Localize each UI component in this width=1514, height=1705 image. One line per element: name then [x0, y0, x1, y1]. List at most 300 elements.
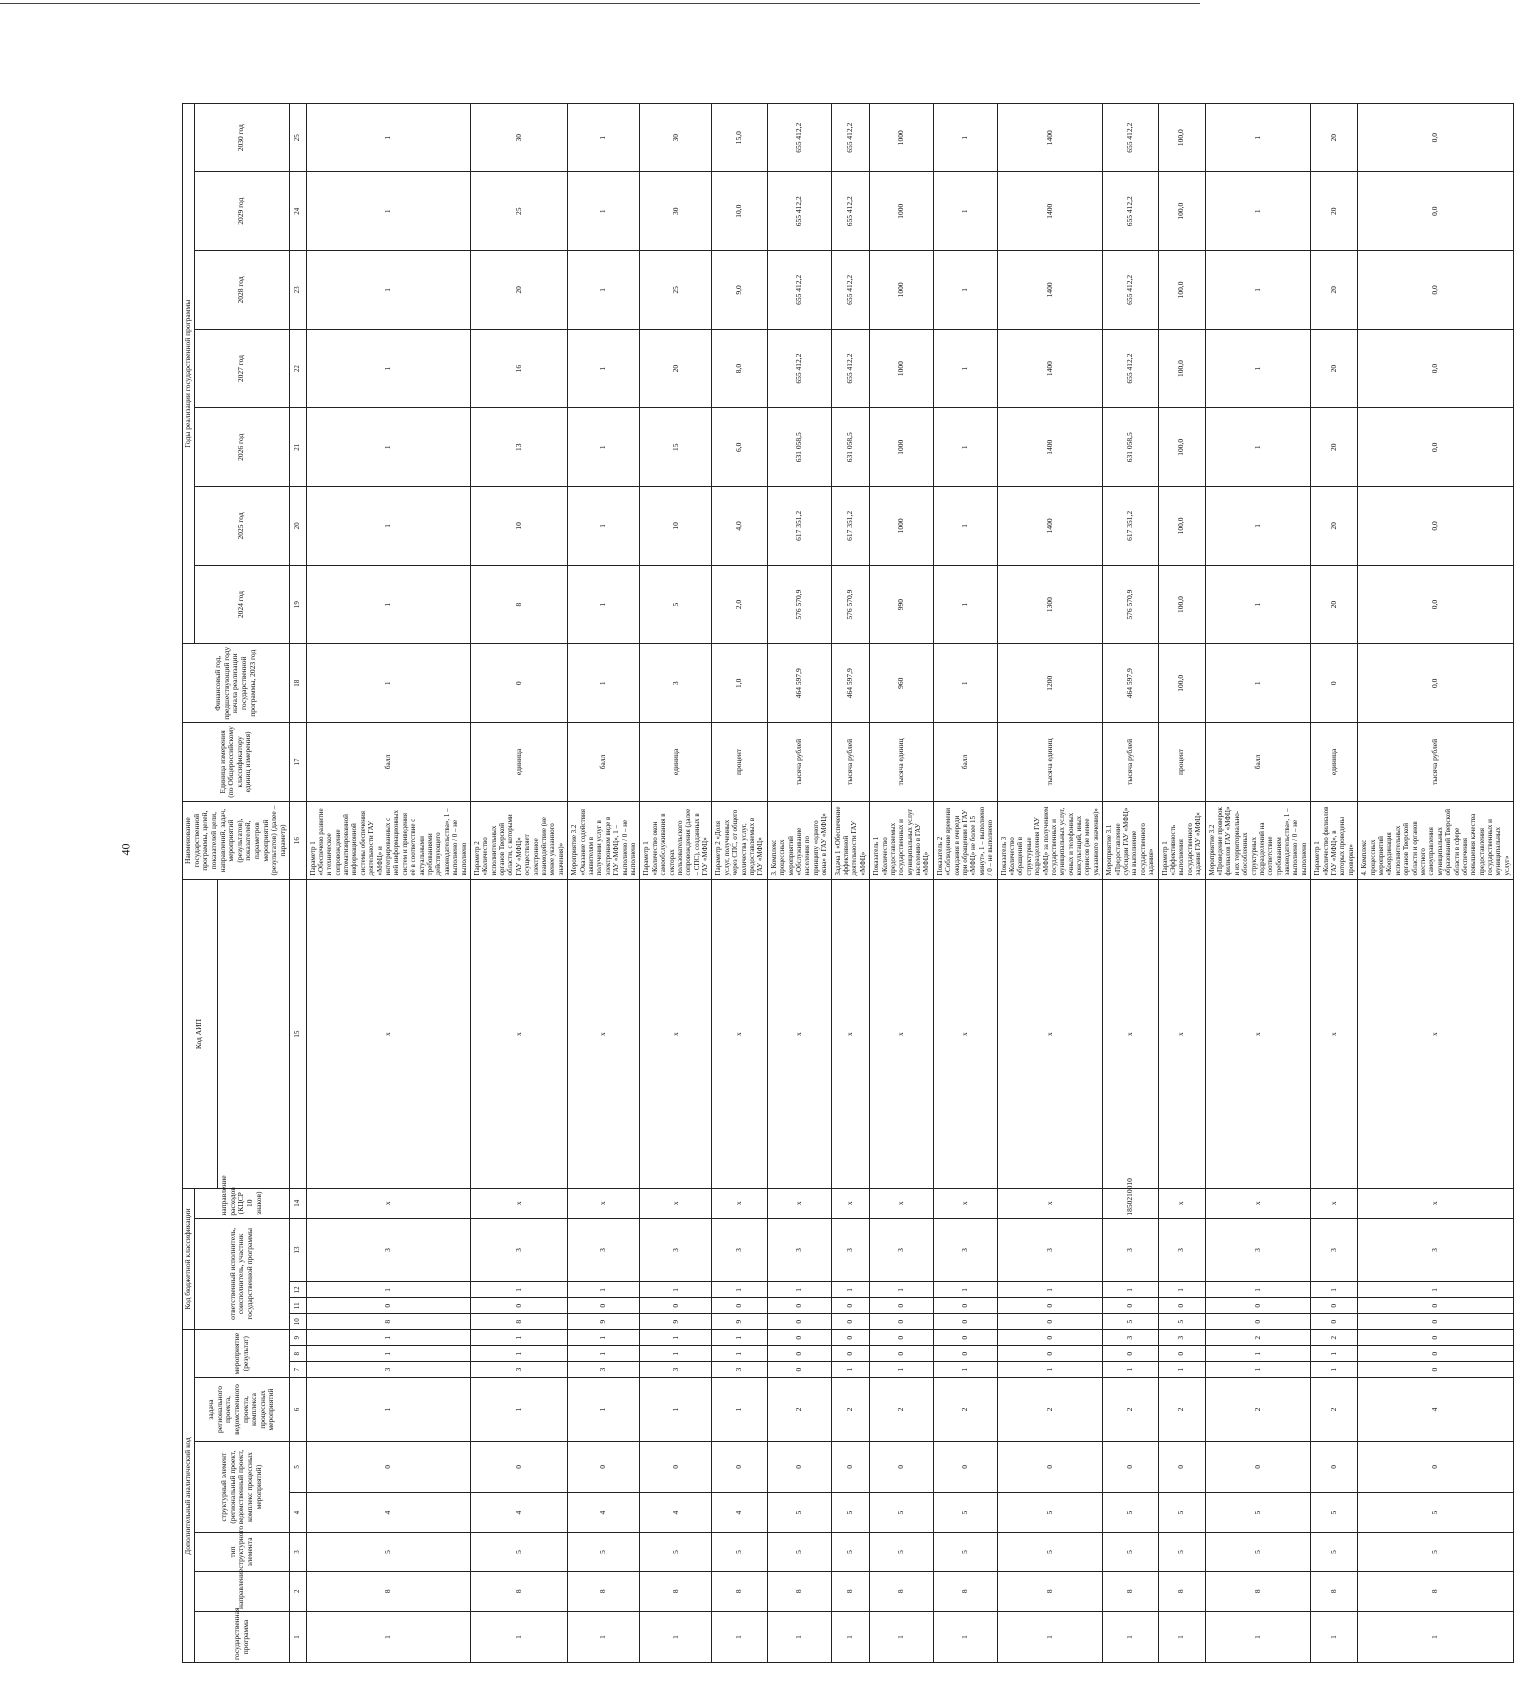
- code-cell: 1: [470, 1330, 567, 1346]
- code-cell: 5: [470, 1533, 567, 1571]
- table-row: [1103, 104, 1158, 1663]
- value-cell: 100,0: [1158, 172, 1205, 251]
- value-cell: 631 058,5: [1103, 408, 1158, 487]
- row-unit: процент: [1158, 723, 1205, 802]
- value-cell: 1400: [997, 251, 1103, 330]
- code-cell: 1: [933, 1611, 997, 1662]
- row-unit: тысяча единиц: [870, 723, 934, 802]
- code-cell: 1: [712, 1611, 767, 1662]
- code-cell: 0: [870, 1314, 934, 1330]
- value-cell: 655 412,2: [767, 104, 831, 172]
- value-cell: 4,0: [712, 487, 767, 566]
- value-cell: 0,0: [1358, 487, 1514, 566]
- value-cell: 1400: [997, 104, 1103, 172]
- value-cell: 1: [568, 104, 640, 172]
- code-cell: 3: [1158, 1218, 1205, 1282]
- header-years-group: Годы реализации государственной программы: [183, 104, 195, 644]
- code-cell: х: [306, 1188, 470, 1218]
- code-cell: 3: [470, 1218, 567, 1282]
- code-cell: 0: [1205, 1314, 1311, 1330]
- code-cell: 3: [470, 1362, 567, 1378]
- value-cell: 1: [306, 329, 470, 408]
- code-cell: 1: [1158, 1611, 1205, 1662]
- value-cell: 1: [306, 104, 470, 172]
- row-name: Задача 1 «Обеспечение эффективной деятельности ГАУ «МФЦ»: [831, 801, 870, 880]
- table-row: [831, 104, 870, 1663]
- value-cell: 1300: [997, 565, 1103, 644]
- column-number: 4: [289, 1492, 306, 1532]
- header-element-type: тип структурного элемента: [194, 1533, 289, 1571]
- value-cell: 1000: [870, 329, 934, 408]
- column-number: 6: [289, 1378, 306, 1442]
- code-cell: х: [712, 1188, 767, 1218]
- code-cell: 1: [470, 1378, 567, 1442]
- value-cell: 0,0: [1358, 251, 1514, 330]
- column-number: 24: [289, 172, 306, 251]
- code-cell: 5: [1103, 1533, 1158, 1571]
- table-row: [933, 104, 997, 1663]
- column-number: 1: [289, 1611, 306, 1662]
- code-cell: 1: [870, 1282, 934, 1298]
- code-cell: 5: [997, 1492, 1103, 1532]
- code-cell: х: [870, 880, 934, 1188]
- code-cell: 1: [568, 1346, 640, 1362]
- table-row: [712, 104, 767, 1663]
- value-cell: 20: [1311, 329, 1358, 408]
- value-cell: 1: [1205, 104, 1311, 172]
- code-cell: 0: [712, 1298, 767, 1314]
- value-cell: 30: [470, 104, 567, 172]
- code-cell: х: [1103, 880, 1158, 1188]
- value-cell: 100,0: [1158, 487, 1205, 566]
- code-cell: 5: [767, 1492, 831, 1532]
- header-structural-element: структурный элемент (региональный проект, ведомственный проект, комплекс процессных мероприятий): [194, 1441, 289, 1532]
- code-cell: 2: [997, 1378, 1103, 1442]
- code-cell: 0: [997, 1298, 1103, 1314]
- code-cell: 0: [870, 1298, 934, 1314]
- header-extra-code: Дополнительный аналитический код: [183, 1330, 195, 1663]
- value-cell: 1: [933, 251, 997, 330]
- value-cell: 1: [1205, 565, 1311, 644]
- header-year-2024: 2024 год: [194, 565, 289, 644]
- value-cell: 20: [470, 251, 567, 330]
- code-cell: 1: [712, 1378, 767, 1442]
- code-cell: 5: [640, 1533, 712, 1571]
- table-row: [640, 104, 712, 1663]
- code-cell: 0: [470, 1441, 567, 1492]
- column-number: 3: [289, 1533, 306, 1571]
- code-cell: 9: [640, 1314, 712, 1330]
- code-cell: 0: [831, 1314, 870, 1330]
- value-cell: 0,0: [1358, 644, 1514, 723]
- value-cell: 20: [640, 329, 712, 408]
- code-cell: 0: [997, 1346, 1103, 1362]
- code-cell: 2: [1205, 1378, 1311, 1442]
- code-cell: х: [470, 880, 567, 1188]
- code-cell: 8: [997, 1571, 1103, 1611]
- code-cell: 0: [997, 1441, 1103, 1492]
- code-cell: 0: [831, 1298, 870, 1314]
- value-cell: 100,0: [1158, 104, 1205, 172]
- value-cell: 1000: [870, 487, 934, 566]
- code-cell: 0: [870, 1346, 934, 1362]
- value-cell: 1: [306, 251, 470, 330]
- code-cell: 0: [767, 1298, 831, 1314]
- header-aip: Код АИП: [183, 880, 218, 1188]
- value-cell: 576 570,9: [767, 565, 831, 644]
- code-cell: 0: [640, 1298, 712, 1314]
- code-cell: 8: [1311, 1571, 1358, 1611]
- value-cell: 1: [306, 565, 470, 644]
- code-cell: 3: [870, 1218, 934, 1282]
- code-cell: х: [997, 1188, 1103, 1218]
- value-cell: 464 597,9: [1103, 644, 1158, 723]
- value-cell: 655 412,2: [831, 329, 870, 408]
- code-cell: 2: [831, 1378, 870, 1442]
- value-cell: 1: [568, 329, 640, 408]
- code-cell: 5: [1311, 1533, 1358, 1571]
- code-cell: х: [568, 1188, 640, 1218]
- header-expense-direction: направление расходов (КЦСР 10 знаков): [194, 1188, 289, 1218]
- value-cell: 30: [640, 104, 712, 172]
- code-cell: 8: [1205, 1571, 1311, 1611]
- value-cell: 8: [470, 565, 567, 644]
- row-unit: тысяча рублей: [1103, 723, 1158, 802]
- code-cell: 5: [1358, 1492, 1514, 1532]
- code-cell: 0: [831, 1330, 870, 1346]
- value-cell: 655 412,2: [1103, 104, 1158, 172]
- code-cell: 0: [870, 1441, 934, 1492]
- code-cell: 8: [933, 1571, 997, 1611]
- code-cell: 5: [997, 1533, 1103, 1571]
- code-cell: х: [831, 880, 870, 1188]
- value-cell: 5: [640, 565, 712, 644]
- code-cell: 1: [640, 1378, 712, 1442]
- header-year-2029: 2029 год: [194, 172, 289, 251]
- value-cell: 655 412,2: [831, 251, 870, 330]
- row-name: Показатель 1 «Количество предоставляемых государственных и муниципальных услуг населению в ГАУ «МФЦ»: [870, 801, 934, 880]
- code-cell: 4: [568, 1492, 640, 1532]
- code-cell: 0: [306, 1441, 470, 1492]
- code-cell: 0: [933, 1346, 997, 1362]
- value-cell: 1: [568, 172, 640, 251]
- code-cell: 2: [870, 1378, 934, 1442]
- header-unit: Единица измерения (по Общероссийскому классификатору единиц измерения): [183, 723, 290, 802]
- code-cell: 1: [1158, 1362, 1205, 1378]
- code-cell: 2: [1103, 1378, 1158, 1442]
- value-cell: 3: [640, 644, 712, 723]
- code-cell: 5: [1158, 1492, 1205, 1532]
- code-cell: 3: [1205, 1218, 1311, 1282]
- code-cell: 8: [470, 1571, 567, 1611]
- column-number: 20: [289, 487, 306, 566]
- row-name: Мероприятие 3.1 «Предоставление субсидии ГАУ «МФЦ» на выполнение государственного задания»: [1103, 801, 1158, 880]
- table-row: [1205, 104, 1311, 1663]
- code-cell: 1: [470, 1346, 567, 1362]
- code-cell: 0: [640, 1441, 712, 1492]
- code-cell: 1: [306, 1611, 470, 1662]
- code-cell: 0: [933, 1314, 997, 1330]
- code-cell: 1: [831, 1611, 870, 1662]
- code-cell: 5: [831, 1533, 870, 1571]
- code-cell: 8: [306, 1314, 470, 1330]
- value-cell: 1: [933, 487, 997, 566]
- value-cell: 655 412,2: [1103, 251, 1158, 330]
- value-cell: 10: [640, 487, 712, 566]
- code-cell: 3: [1358, 1218, 1514, 1282]
- code-cell: 0: [831, 1441, 870, 1492]
- code-cell: 0: [767, 1362, 831, 1378]
- code-cell: 2: [1311, 1378, 1358, 1442]
- code-cell: 0: [1311, 1298, 1358, 1314]
- value-cell: 100,0: [1158, 565, 1205, 644]
- code-cell: 1: [306, 1378, 470, 1442]
- code-cell: 5: [1158, 1314, 1205, 1330]
- row-unit: балл: [306, 723, 470, 802]
- value-cell: 990: [870, 565, 934, 644]
- table-row: [767, 104, 831, 1663]
- code-cell: 0: [997, 1314, 1103, 1330]
- code-cell: 1: [831, 1362, 870, 1378]
- row-name: Мероприятие 3.2 «Проведение проверок филиалов ГАУ «МФЦ» и их территориально-обособленных структурных подразделений на соответствие требованиям законодательства», 1 – выполнено / 0 – не выполнено: [1205, 801, 1311, 880]
- code-cell: 2: [1311, 1330, 1358, 1346]
- header-name: Наименование государственной программы, целей, показателей цели, направлений, задач, мероприятий (результатов), показателей, параметров мероприятий (результатов) (далее – параметр): [183, 801, 290, 880]
- code-cell: 1: [1205, 1362, 1311, 1378]
- code-cell: х: [933, 880, 997, 1188]
- code-cell: 1: [306, 1346, 470, 1362]
- code-cell: 8: [470, 1314, 567, 1330]
- column-number-row: [289, 104, 306, 1663]
- code-cell: 3: [568, 1362, 640, 1378]
- value-cell: 655 412,2: [767, 329, 831, 408]
- value-cell: 20: [1311, 251, 1358, 330]
- code-cell: 8: [568, 1571, 640, 1611]
- row-name: Мероприятие 3.2 «Оказание содействия заявителям в получении услуг в электронном виде в ГАУ «МФЦ», 1 – выполнено / 0 – не выполнено: [568, 801, 640, 880]
- code-cell: 0: [1103, 1298, 1158, 1314]
- value-cell: 1: [1205, 329, 1311, 408]
- code-cell: 5: [306, 1533, 470, 1571]
- value-cell: 0,0: [1358, 565, 1514, 644]
- table-row: [470, 104, 567, 1663]
- code-cell: 1: [767, 1282, 831, 1298]
- code-cell: 0: [568, 1298, 640, 1314]
- row-unit: балл: [933, 723, 997, 802]
- value-cell: 1400: [997, 487, 1103, 566]
- header-base-year: Финансовый год, предшествующий году начала реализации государственной программы, 2023 год: [183, 644, 290, 723]
- code-cell: 3: [831, 1218, 870, 1282]
- value-cell: 1: [568, 644, 640, 723]
- code-cell: 3: [1311, 1218, 1358, 1282]
- code-cell: 5: [870, 1533, 934, 1571]
- value-cell: 960: [870, 644, 934, 723]
- code-cell: 0: [1311, 1314, 1358, 1330]
- value-cell: 0,0: [1358, 104, 1514, 172]
- table-row: [1311, 104, 1358, 1663]
- code-cell: 0: [933, 1441, 997, 1492]
- value-cell: 20: [1311, 408, 1358, 487]
- code-cell: х: [870, 1188, 934, 1218]
- value-cell: 1: [568, 487, 640, 566]
- code-cell: 0: [997, 1330, 1103, 1346]
- code-cell: 2: [1205, 1330, 1311, 1346]
- value-cell: 1: [306, 172, 470, 251]
- value-cell: 0,0: [1358, 172, 1514, 251]
- code-cell: 5: [568, 1533, 640, 1571]
- code-cell: 3: [640, 1362, 712, 1378]
- code-cell: 3: [306, 1362, 470, 1378]
- row-unit: единица: [470, 723, 567, 802]
- code-cell: х: [1358, 1188, 1514, 1218]
- value-cell: 1: [1205, 172, 1311, 251]
- code-cell: 8: [306, 1571, 470, 1611]
- row-name: Параметр 1 «Количество филиалов ГАУ «МФЦ», в которых проведены проверки»: [1311, 801, 1358, 880]
- code-cell: 1: [997, 1362, 1103, 1378]
- value-cell: 1000: [870, 408, 934, 487]
- column-number: 11: [289, 1298, 306, 1314]
- value-cell: 20: [1311, 104, 1358, 172]
- value-cell: 464 597,9: [831, 644, 870, 723]
- value-cell: 1: [568, 565, 640, 644]
- code-cell: 1: [870, 1362, 934, 1378]
- row-unit: единица: [640, 723, 712, 802]
- code-cell: 0: [767, 1314, 831, 1330]
- column-number: 7: [289, 1362, 306, 1378]
- code-cell: 8: [870, 1571, 934, 1611]
- table-row: [997, 104, 1103, 1663]
- header-task: задача регионального проекта, ведомственного проекта, комплекса процессных мероприятий: [194, 1378, 289, 1442]
- code-cell: х: [1158, 880, 1205, 1188]
- table-row: [306, 104, 470, 1663]
- code-cell: 0: [470, 1298, 567, 1314]
- value-cell: 1,0: [712, 644, 767, 723]
- code-cell: 5: [1205, 1492, 1311, 1532]
- code-cell: 8: [640, 1571, 712, 1611]
- value-cell: 10: [470, 487, 567, 566]
- code-cell: 0: [1358, 1346, 1514, 1362]
- code-cell: 4: [712, 1492, 767, 1532]
- code-cell: 1: [306, 1282, 470, 1298]
- column-number: 15: [289, 880, 306, 1188]
- code-cell: 1: [568, 1330, 640, 1346]
- code-cell: 5: [712, 1533, 767, 1571]
- code-cell: 0: [767, 1330, 831, 1346]
- code-cell: 1: [568, 1611, 640, 1662]
- code-cell: х: [1158, 1188, 1205, 1218]
- row-unit: тысяча рублей: [767, 723, 831, 802]
- value-cell: 100,0: [1158, 329, 1205, 408]
- value-cell: 2,0: [712, 565, 767, 644]
- value-cell: 655 412,2: [767, 172, 831, 251]
- code-cell: 3: [306, 1218, 470, 1282]
- code-cell: 3: [767, 1218, 831, 1282]
- value-cell: 0: [1311, 644, 1358, 723]
- code-cell: х: [568, 880, 640, 1188]
- code-cell: 1: [1205, 1346, 1311, 1362]
- column-number: 19: [289, 565, 306, 644]
- code-cell: 2: [767, 1378, 831, 1442]
- table-row: [870, 104, 934, 1663]
- value-cell: 100,0: [1158, 408, 1205, 487]
- code-cell: 0: [1358, 1362, 1514, 1378]
- code-cell: 1: [712, 1282, 767, 1298]
- code-cell: 1: [1103, 1611, 1158, 1662]
- column-number: 23: [289, 251, 306, 330]
- code-cell: 0: [568, 1441, 640, 1492]
- header-year-2025: 2025 год: [194, 487, 289, 566]
- value-cell: 1200: [997, 644, 1103, 723]
- value-cell: 1000: [870, 104, 934, 172]
- code-cell: 0: [1158, 1441, 1205, 1492]
- code-cell: 0: [1103, 1441, 1158, 1492]
- column-number: 10: [289, 1314, 306, 1330]
- code-cell: 0: [1311, 1441, 1358, 1492]
- value-cell: 1: [568, 408, 640, 487]
- header-state-program: государственная программа: [194, 1611, 289, 1662]
- header-executor: ответственный исполнитель, соисполнитель, участник государственной программы: [194, 1218, 289, 1330]
- code-cell: 1: [1358, 1282, 1514, 1298]
- column-number: 16: [289, 801, 306, 880]
- code-cell: 9: [712, 1314, 767, 1330]
- code-cell: 3: [712, 1362, 767, 1378]
- code-cell: 8: [831, 1571, 870, 1611]
- code-cell: 1: [997, 1282, 1103, 1298]
- code-cell: 2: [933, 1378, 997, 1442]
- code-cell: х: [470, 1188, 567, 1218]
- code-cell: 1: [1103, 1282, 1158, 1298]
- code-cell: 1: [1311, 1362, 1358, 1378]
- value-cell: 464 597,9: [767, 644, 831, 723]
- code-cell: 5: [831, 1492, 870, 1532]
- header-year-2027: 2027 год: [194, 329, 289, 408]
- column-number: 22: [289, 329, 306, 408]
- row-name: Параметр 2 «Количество исполнительных органов Тверской области, с которыми ГАУ «МФЦ» осуществляет электронное взаимодействие (не менее указанного значения)»: [470, 801, 567, 880]
- code-cell: 1: [831, 1282, 870, 1298]
- value-cell: 655 412,2: [1103, 172, 1158, 251]
- code-cell: х: [997, 880, 1103, 1188]
- value-cell: 16: [470, 329, 567, 408]
- code-cell: х: [767, 880, 831, 1188]
- rotated-table-container: [182, 103, 1511, 1663]
- row-name: Показатель 2 «Соблюдение времени ожидания в очереди при обращении в ГАУ «МФЦ» не более 15 минут», 1 – выполнено / 0 – не выполнено: [933, 801, 997, 880]
- code-cell: 8: [712, 1571, 767, 1611]
- column-number: 21: [289, 408, 306, 487]
- row-name: Параметр 1 «Количество окон самообслуживания в секторах пользовательского сопровождения (далее – СПС), созданных в ГАУ «МФЦ»: [640, 801, 712, 880]
- code-cell: 1: [640, 1346, 712, 1362]
- code-cell: 8: [1103, 1571, 1158, 1611]
- code-cell: 3: [1158, 1330, 1205, 1346]
- code-cell: 5: [933, 1492, 997, 1532]
- value-cell: 1: [933, 172, 997, 251]
- row-unit: процент: [712, 723, 767, 802]
- code-cell: 9: [568, 1314, 640, 1330]
- code-cell: 0: [767, 1346, 831, 1362]
- code-cell: 1: [640, 1611, 712, 1662]
- value-cell: 20: [1311, 487, 1358, 566]
- value-cell: 100,0: [1158, 644, 1205, 723]
- value-cell: 1: [1205, 251, 1311, 330]
- code-cell: 3: [997, 1218, 1103, 1282]
- code-cell: 0: [1358, 1314, 1514, 1330]
- code-cell: х: [712, 880, 767, 1188]
- row-name: 3. Комплекс процессных мероприятий «Обслуживание населения по принципу «одного окна» в ГАУ «МФЦ»: [767, 801, 831, 880]
- column-number: 5: [289, 1441, 306, 1492]
- code-cell: 4: [470, 1492, 567, 1532]
- value-cell: 655 412,2: [1103, 329, 1158, 408]
- column-number: 25: [289, 104, 306, 172]
- code-cell: х: [640, 880, 712, 1188]
- code-cell: 0: [870, 1330, 934, 1346]
- column-number: 8: [289, 1346, 306, 1362]
